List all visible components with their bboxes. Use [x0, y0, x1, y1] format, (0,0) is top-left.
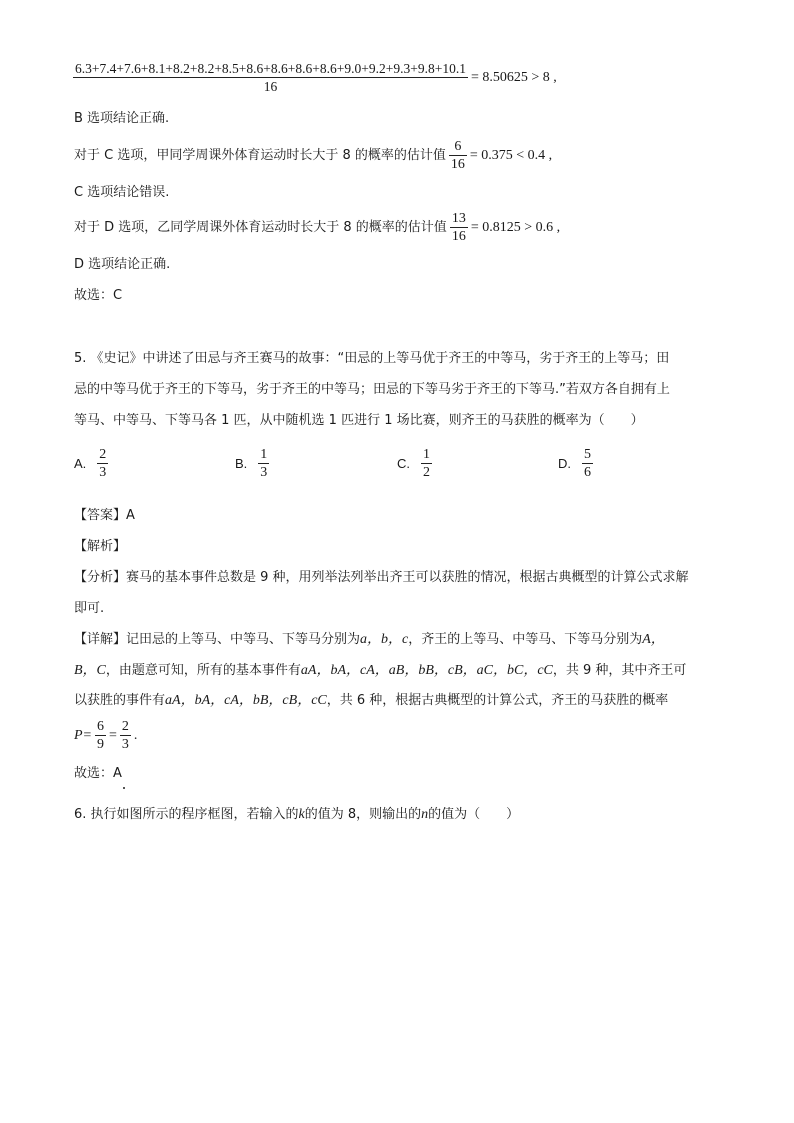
option-d-fraction [582, 446, 593, 481]
option-b-num: 1 [260, 447, 268, 462]
q5-answer: 【答案】A [74, 508, 135, 523]
p-num-2: 2 [121, 719, 129, 734]
q6-var-n: n [421, 807, 429, 822]
answer-choice-a: 故选：A [74, 766, 122, 781]
q5-option-c [397, 446, 435, 481]
q6-text [74, 806, 519, 824]
detail-3c: ，共 6 种，根据古典概型的计算公式，齐王的马获胜的概率 [326, 693, 669, 708]
p-label: P= [74, 728, 92, 743]
q5-detail-line-1 [74, 631, 665, 649]
q6-text-c: 的值为（ ） [428, 807, 520, 822]
d-conclusion: D 选项结论正确. [74, 257, 171, 272]
c-fraction-den: 16 [450, 157, 465, 172]
q5-text-line-3: 等马、中等马、下等马各 1 匹，从中随机选 1 匹进行 1 场比赛，则齐王的马获胜的概率为（ ） [74, 413, 644, 428]
option-a-label: A. [74, 456, 87, 471]
option-d-den: 6 [584, 465, 591, 480]
mean-fraction [73, 60, 468, 95]
detail-2b: ，由题意可知，所有的基本事件有 [105, 663, 301, 678]
d-fraction-num: 13 [451, 211, 466, 226]
c-fraction [449, 138, 467, 173]
detail-2c: aA，bA，cA，aB，bB，cB，aC，bC，cC [300, 663, 553, 678]
d-fraction-den: 16 [451, 229, 466, 244]
c-fraction-num: 6 [449, 138, 467, 156]
q5-fenxi-line-1: 【分析】赛马的基本事件总数是 9 种，用列举法列举出齐王可以获胜的情况，根据古典概型的计算公式求解 [74, 570, 689, 585]
d-fraction [450, 210, 468, 245]
q6-text-a: 6. 执行如图所示的程序框图，若输入的 [74, 807, 299, 822]
q5-text-line-1: 5. 《史记》中讲述了田忌与齐王赛马的故事：“田忌的上等马优于齐王的中等马，劣于齐王的上等马；田 [74, 351, 670, 366]
q5-analysis-heading: 【解析】 [74, 539, 127, 554]
option-d-label: D. [558, 456, 571, 471]
q5-option-a [74, 446, 111, 481]
q5-detail-line-2 [74, 662, 686, 680]
detail-1b: a，b，c [360, 632, 409, 647]
c-option-result: = 0.375 < 0.4 , [469, 148, 553, 163]
option-b-den: 3 [260, 465, 268, 480]
d-option-analysis [74, 210, 560, 245]
c-conclusion: C 选项结论错误. [74, 185, 170, 200]
option-a-den: 3 [99, 465, 107, 480]
q6-var-k: k [298, 807, 305, 822]
d-option-result: = 0.8125 > 0.6 , [470, 220, 561, 235]
answer-choice-c: 故选：C [74, 288, 123, 303]
p-den-1: 9 [97, 737, 104, 752]
detail-3a: 以获胜的事件有 [74, 693, 166, 708]
p-num-1: 6 [97, 719, 104, 734]
p-equals: = [109, 728, 117, 743]
c-option-analysis [74, 138, 552, 173]
detail-1d: A， [642, 632, 665, 647]
option-c-label: C. [397, 456, 410, 471]
detail-3b: aA，bA，cA，bB，cB，cC [165, 693, 327, 708]
q5-probability-formula [74, 718, 137, 753]
detail-2a: B，C [74, 663, 106, 678]
q5-fenxi-line-2: 即可. [74, 601, 105, 616]
q6-text-b: 的值为 8，则输出的 [304, 807, 422, 822]
c-option-text: 对于 C 选项，甲同学周课外体育运动时长大于 8 的概率的估计值 [74, 148, 446, 163]
option-c-fraction [421, 446, 432, 481]
q5-detail-line-3 [74, 692, 668, 710]
q5-option-b [235, 446, 272, 481]
mean-result: = 8.50625 > 8 , [470, 70, 557, 85]
option-c-num: 1 [423, 447, 430, 462]
p-den-2: 3 [121, 737, 129, 752]
mean-numerator: 6.3+7.4+7.6+8.1+8.2+8.2+8.5+8.6+8.6+8.6+8.6+9.0+9.2+9.3+9.8+10.1 [75, 61, 466, 76]
p-fraction-2 [120, 718, 131, 753]
option-a-fraction [97, 446, 108, 481]
option-a-num: 2 [99, 447, 107, 462]
mean-formula [70, 60, 557, 95]
option-d-num: 5 [584, 447, 591, 462]
detail-1a: 【详解】记田忌的上等马、中等马、下等马分别为 [74, 632, 361, 647]
b-conclusion: B 选项结论正确. [74, 111, 170, 126]
q5-text-line-2: 忌的中等马优于齐王的下等马，劣于齐王的中等马；田忌的下等马劣于齐王的下等马.”若双方各自拥有上 [74, 382, 670, 397]
detail-1c: ，齐王的上等马、中等马、下等马分别为 [408, 632, 643, 647]
option-c-den: 2 [423, 465, 430, 480]
detail-2d: ，共 9 种，其中齐王可 [552, 663, 687, 678]
option-b-label: B. [235, 456, 248, 471]
option-b-fraction [258, 446, 269, 481]
d-option-text: 对于 D 选项，乙同学周课外体育运动时长大于 8 的概率的估计值 [74, 220, 447, 235]
stray-dot [123, 787, 125, 789]
q5-option-d [558, 446, 596, 481]
mean-denominator: 16 [263, 79, 278, 94]
p-fraction-1 [95, 718, 106, 753]
p-end: . [133, 728, 138, 743]
